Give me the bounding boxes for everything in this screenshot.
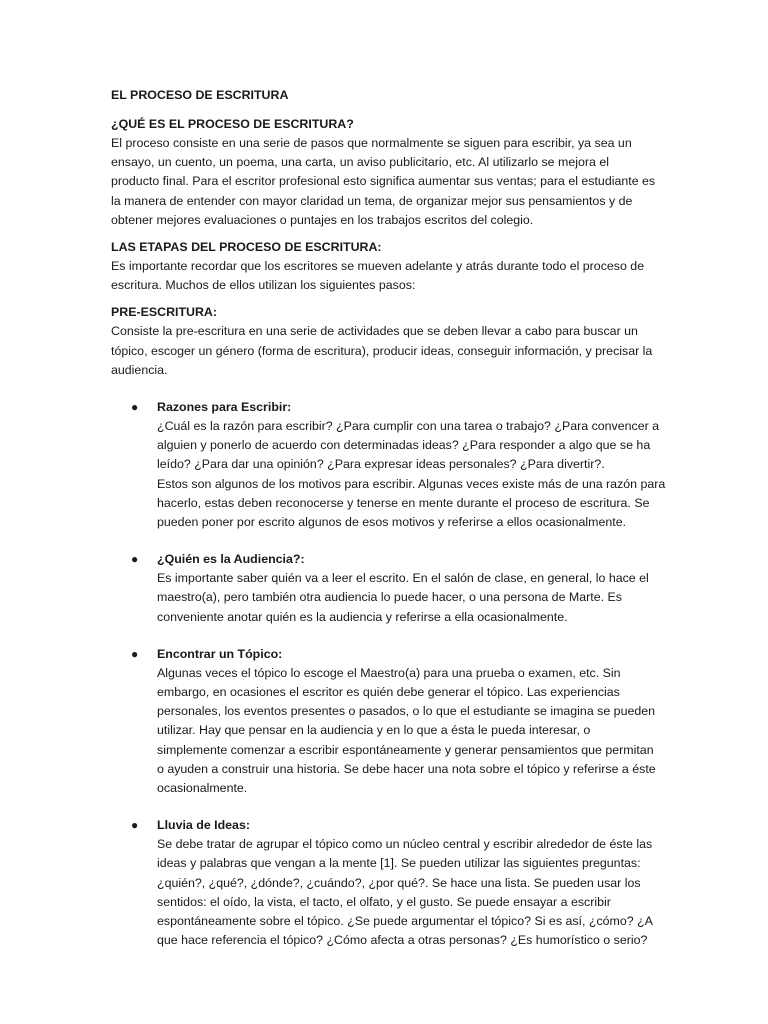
text-line: ¿Cuál es la razón para escribir? ¿Para cumplir con una tarea o trabajo? ¿Para convencer a [157,419,660,434]
text-line: El proceso consiste en una serie de pasos que normalmente se siguen para escribir, ya sea un [111,136,632,150]
text-line: maestro(a), pero también otra audiencia lo puede hacer, o una persona de Marte. Es [157,590,622,605]
section-heading: ¿QUÉ ES EL PROCESO DE ESCRITURA? [111,117,354,131]
bullet-icon: ● [131,818,139,833]
list-item-title: ¿Quién es la Audiencia?: [157,552,305,567]
text-line: que hace referencia el tópico? ¿Cómo afecta a otras personas? ¿Es humorístico o serio? [157,933,648,948]
text-line: Algunas veces el tópico lo escoge el Maestro(a) para una prueba o examen, etc. Sin [157,665,621,680]
text-line: embargo, en ocasiones el escritor es quién debe generar el tópico. Las experiencias [157,685,620,700]
bullet-icon: ● [131,552,139,567]
text-line: producto final. Para el escritor profesional esto significa aumentar sus ventas; para el estudiante es [111,174,656,189]
text-line: personales, los eventos presentes o pasados, o lo que el estudiante se imagina se pueden [157,704,656,719]
list-item [111,398,668,532]
text-line: o ayuden a construir una historia. Se debe hacer una nota sobre el tópico y referirse a éste [157,761,656,776]
section-heading: PRE-ESCRITURA: [111,305,218,320]
text-line: pueden poner por escrito algunos de esos motivos y referirse a ellos ocasionalmente. [157,515,627,530]
document-title: EL PROCESO DE ESCRITURA [111,88,289,102]
text-line: la manera de entender con mayor claridad un tema, de organizar mejor sus pensamientos y de [111,193,633,208]
list-item [111,816,668,950]
text-line: utilizar. Hay que pensar en la audiencia y en lo que a ésta le pueda interesar, o [157,723,591,738]
section-paragraph [111,257,668,295]
section-paragraph [111,134,668,230]
text-line: simplemente comenzar a escribir espontáneamente y generar pensamientos que permitan [157,742,654,757]
text-line: tópico, escoger un género (forma de escritura), producir ideas, conseguir información, y precisar la [111,343,653,358]
bullet-icon: ● [131,646,139,661]
text-line: ideas y palabras que vengan a la mente [1]. Se pueden utilizar las siguientes preguntas: [157,856,641,871]
section-pre-writing [111,303,668,380]
list-item-text [157,835,668,950]
text-line: ocasionalmente. [157,781,248,796]
section-stages [111,238,668,295]
list-item-title: Razones para Escribir: [157,400,292,415]
text-line: espontáneamente sobre el tópico. ¿Se puede argumentar el tópico? Si es así, ¿cómo? ¿A [157,914,653,929]
bullet-icon: ● [131,400,139,415]
list-item [111,550,668,627]
text-line: obtener mejores evaluaciones o puntajes en los trabajos escritos del colegio. [111,212,534,227]
text-line: Se debe tratar de agrupar el tópico como un núcleo central y escribir alrededor de éste las [157,837,653,852]
text-line: Consiste la pre-escritura en una serie de actividades que se deben llevar a cabo para buscar un [111,324,638,339]
text-line: Estos son algunos de los motivos para escribir. Algunas veces existe más de una razón para [157,476,666,491]
text-line: ensayo, un cuento, un poema, una carta, un aviso publicitario, etc. Al utilizarlo se mejora el [111,155,609,170]
text-line: Es importante saber quién va a leer el escrito. En el salón de clase, en general, lo hace el [157,571,649,586]
section-what-is [111,115,668,230]
list-item-text [157,569,668,627]
text-line: escritura. Muchos de ellos utilizan los siguientes pasos: [111,278,416,293]
text-line: audiencia. [111,362,168,377]
text-line: leído? ¿Para dar una opinión? ¿Para expresar ideas personales? ¿Para divertir?. [157,457,605,472]
text-line: hacerlo, estas deben reconocerse y tenerse en mente durante el proceso de escritura. Se [157,495,650,510]
list-item-text [157,664,668,798]
list-item-text [157,417,668,532]
section-paragraph [111,322,668,380]
list-item-title: Encontrar un Tópico: [157,646,283,661]
text-line: conveniente anotar quién es la audiencia y referirse a ella ocasionalmente. [157,609,568,624]
list-item [111,645,668,798]
text-line: alguien y ponerlo de acuerdo con determinadas ideas? ¿Para responder a algo que se ha [157,438,651,453]
list-item-title: Lluvia de Ideas: [157,818,250,833]
text-line: ¿quién?, ¿qué?, ¿dónde?, ¿cuándo?, ¿por qué?. Se hace una lista. Se pueden usar los [157,875,641,890]
text-line: sentidos: el oído, la vista, el tacto, el olfato, y el gusto. Se puede ensayar a escribir [157,894,611,909]
bullet-list [111,398,668,950]
text-line: Es importante recordar que los escritores se mueven adelante y atrás durante todo el proceso de [111,259,645,274]
section-heading: LAS ETAPAS DEL PROCESO DE ESCRITURA: [111,240,382,255]
